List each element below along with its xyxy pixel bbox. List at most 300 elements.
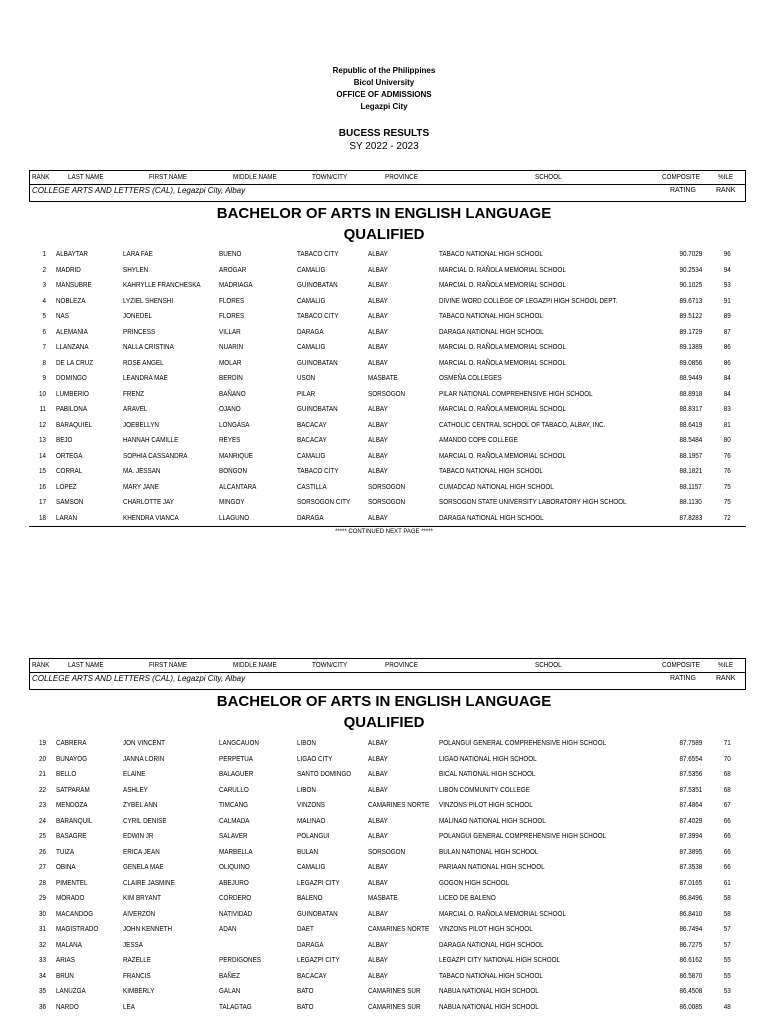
cell-middle: MINGOY: [219, 499, 245, 506]
cell-last: BASAGRE: [56, 833, 87, 840]
cell-middle: OLIQUINO: [219, 864, 250, 871]
cell-middle: CARULLO: [219, 786, 249, 794]
cell-last: MENDOZA: [56, 802, 88, 809]
cell-middle: SALAVER: [219, 833, 248, 840]
table-row: [0, 845, 768, 861]
cell-town: TABACO CITY: [297, 251, 339, 258]
cell-last: PIMENTEL: [56, 879, 88, 887]
table-row: [0, 309, 768, 325]
cell-first: SHYLEN: [123, 266, 149, 274]
cell-first: GENELA MAE: [123, 864, 164, 871]
cell-first: CHARLOTTE JAY: [123, 499, 174, 506]
table-row: [0, 247, 768, 263]
cell-rank: 13: [38, 437, 46, 444]
cell-town: SANTO DOMINGO: [297, 771, 352, 778]
cell-last: ALBAYTAR: [56, 251, 88, 258]
cell-middle: AROGAR: [219, 266, 247, 274]
cell-province: CAMARINES NORTE: [368, 802, 430, 809]
cell-middle: ABEJURO: [219, 879, 249, 887]
cell-rating: 86.4508: [679, 988, 702, 995]
cell-rating: 89.6713: [679, 297, 702, 305]
cell-last: SAMSON: [56, 499, 84, 506]
cell-rank: 5: [42, 313, 46, 320]
cell-rating: 90.2534: [679, 266, 702, 274]
cell-first: ARAVEL: [123, 406, 148, 413]
cell-school: DARAGA NATIONAL HIGH SCHOOL: [439, 328, 544, 336]
cell-province: ALBAY: [368, 864, 388, 871]
cell-rating: 87.0165: [679, 879, 702, 887]
cell-rank: 2: [42, 266, 46, 274]
program-title-1: [0, 203, 768, 245]
cell-rank: 33: [38, 957, 46, 964]
cell-middle: MANRIQUE: [219, 452, 253, 460]
cell-school: BULAN NATIONAL HIGH SCHOOL: [439, 848, 539, 856]
cell-town: CAMALIG: [297, 452, 326, 460]
col-middle-name: MIDDLE NAME: [233, 174, 277, 181]
qualified-label: QUALIFIED: [343, 714, 425, 731]
cell-school: MALINAO NATIONAL HIGH SCHOOL: [439, 817, 546, 825]
cell-last: ORTEGA: [56, 452, 83, 460]
cell-rank: 24: [38, 817, 46, 825]
cell-rating: 87.3538: [679, 864, 702, 871]
cell-town: BACACAY: [297, 972, 327, 980]
cell-town: LIBON: [297, 786, 316, 794]
table-row: [0, 387, 768, 403]
cell-town: USON: [297, 375, 316, 382]
cell-last: MACANDOG: [56, 910, 94, 918]
results-table-1: [0, 247, 768, 526]
cell-school: VINZONS PILOT HIGH SCHOOL: [439, 926, 533, 933]
cell-rating: 87.5351: [679, 786, 702, 794]
col-school: SCHOOL: [535, 662, 562, 669]
cell-first: LARA FAE: [123, 251, 153, 258]
cell-town: BATO: [297, 988, 314, 995]
cell-first: JON VINCENT: [123, 740, 166, 747]
cell-town: GUINOBATAN: [297, 282, 338, 289]
cell-town: SORSOGON CITY: [297, 499, 351, 506]
cell-rating: 87.7589: [679, 740, 702, 747]
cell-rating: 86.8496: [679, 895, 702, 902]
college-label: COLLEGE ARTS AND LETTERS (CAL), Legazpi City, Albay: [32, 674, 246, 683]
table-row: [0, 860, 768, 876]
cell-pct: 61: [723, 879, 731, 887]
cell-school: DARAGA NATIONAL HIGH SCHOOL: [439, 514, 544, 522]
cell-first: HANNAH CAMILLE: [123, 437, 179, 444]
cell-first: KIM BRYANT: [123, 895, 161, 902]
cell-pct: 75: [723, 499, 731, 506]
cell-middle: LLAGUNO: [219, 514, 250, 522]
cell-middle: NUARIN: [219, 344, 244, 351]
cell-middle: BAÑANO: [219, 390, 246, 398]
cell-last: MALANA: [56, 941, 82, 949]
col-town: TOWN/CITY: [312, 174, 348, 181]
cell-town: MALINAO: [297, 817, 326, 825]
cell-town: BATO: [297, 1003, 314, 1011]
cell-town: DAET: [297, 926, 314, 933]
col-last-name: LAST NAME: [68, 662, 104, 669]
cell-pct: 80: [723, 437, 731, 444]
cell-school: MARCIAL O. RAÑOLA MEMORIAL SCHOOL: [439, 282, 566, 289]
cell-province: ALBAY: [368, 344, 388, 351]
header-country: Republic of the Philippines: [332, 66, 436, 75]
cell-first: MA. JESSAN: [123, 468, 161, 475]
cell-province: ALBAY: [368, 468, 388, 475]
cell-rating: 88.8918: [679, 390, 702, 398]
table-end-line-1: [29, 526, 746, 527]
cell-province: MASBATE: [368, 375, 398, 382]
cell-pct: 76: [723, 468, 731, 475]
cell-school: NABUA NATIONAL HIGH SCHOOL: [439, 988, 539, 995]
cell-last: PABILONA: [56, 406, 88, 413]
table-row: [0, 767, 768, 783]
table-row: [0, 876, 768, 892]
cell-last: NAS: [56, 313, 69, 320]
table-row: [0, 294, 768, 310]
cell-rank: 16: [38, 483, 46, 491]
cell-pct: 58: [723, 910, 731, 918]
cell-middle: NATIVIDAD: [219, 910, 253, 918]
cell-rating: 86.0085: [679, 1003, 702, 1011]
cell-province: ALBAY: [368, 359, 388, 367]
cell-rating: 87.6554: [679, 755, 702, 763]
table-row: [0, 325, 768, 341]
cell-town: BULAN: [297, 848, 319, 856]
cell-first: PRINCESS: [123, 328, 156, 336]
cell-middle: PERDIGONES: [219, 957, 262, 964]
table-row: [0, 953, 768, 969]
cell-school: MARCIAL O. RAÑOLA MEMORIAL SCHOOL: [439, 344, 566, 351]
table-row: [0, 829, 768, 845]
cell-school: PARIAAN NATIONAL HIGH SCHOOL: [439, 864, 545, 871]
cell-last: MANSUBRE: [56, 282, 92, 289]
cell-town: CAMALIG: [297, 297, 326, 305]
cell-last: BEJO: [56, 437, 73, 444]
cell-province: ALBAY: [368, 879, 388, 887]
cell-town: TABACO CITY: [297, 313, 339, 320]
cell-school: VINZONS PILOT HIGH SCHOOL: [439, 802, 533, 809]
cell-last: TUIZA: [56, 848, 75, 856]
cell-first: MARY JANE: [123, 483, 159, 491]
cell-middle: LANGCAUON: [219, 740, 259, 747]
cell-province: ALBAY: [368, 297, 388, 305]
table-row: [0, 891, 768, 907]
table-row: [0, 907, 768, 923]
col-first-name: FIRST NAME: [149, 662, 188, 669]
cell-rank: 31: [38, 926, 46, 933]
cell-last: MADRID: [56, 266, 81, 274]
cell-rank: 1: [42, 251, 46, 258]
cell-first: JONEDEL: [123, 313, 153, 320]
cell-province: SORSOGON: [368, 390, 406, 398]
cell-pct: 53: [723, 988, 731, 995]
col-province: PROVINCE: [385, 174, 418, 181]
cell-pct: 94: [723, 266, 731, 274]
cell-middle: MOLAR: [219, 359, 242, 367]
cell-rating: 86.7494: [679, 926, 702, 933]
cell-middle: MADRIAGA: [219, 282, 253, 289]
cell-province: ALBAY: [368, 957, 388, 964]
cell-rank: 4: [42, 297, 46, 305]
cell-town: GUINOBATAN: [297, 359, 338, 367]
cell-first: FRANCIS: [123, 972, 151, 980]
table-row: [0, 938, 768, 954]
cell-province: CAMARINES SUR: [368, 988, 421, 995]
cell-first: RAZELLE: [123, 957, 152, 964]
cell-middle: MARBELLA: [219, 848, 253, 856]
cell-town: BACACAY: [297, 421, 327, 429]
table-row: [0, 814, 768, 830]
cell-school: POLANGUI GENERAL COMPREHENSIVE HIGH SCHOOL: [439, 740, 607, 747]
cell-province: ALBAY: [368, 251, 388, 258]
cell-rating: 89.5122: [679, 313, 702, 320]
cell-rank: 20: [38, 755, 46, 763]
cell-province: SORSOGON: [368, 499, 406, 506]
cell-rank: 36: [38, 1003, 46, 1011]
cell-province: ALBAY: [368, 771, 388, 778]
cell-middle: OJANO: [219, 406, 241, 413]
cell-first: JOEBELLYN: [123, 421, 159, 429]
cell-town: BALENO: [297, 895, 323, 902]
cell-first: LYZIEL SHENSHI: [123, 297, 174, 305]
cell-pct: 70: [723, 755, 731, 763]
cell-town: DARAGA: [297, 941, 324, 949]
col-rating: RATING: [670, 187, 696, 194]
cell-rating: 90.1025: [679, 282, 702, 289]
cell-middle: VILLAR: [219, 328, 241, 336]
cell-pct: 84: [723, 375, 731, 382]
cell-first: CYRIL DENISE: [123, 817, 167, 825]
table-row: [0, 418, 768, 434]
cell-last: SATPARAM: [56, 786, 90, 794]
cell-pct: 67: [723, 802, 731, 809]
cell-town: CAMALIG: [297, 864, 326, 871]
document-header: [0, 65, 768, 113]
cell-rank: 26: [38, 848, 46, 856]
cell-first: KIMBERLY: [123, 988, 155, 995]
cell-school: LIBON COMMUNITY COLLEGE: [439, 786, 530, 794]
cell-rating: 88.6419: [679, 421, 702, 429]
cell-pct: 58: [723, 895, 731, 902]
cell-rank: 9: [42, 375, 46, 382]
cell-last: DE LA CRUZ: [56, 359, 94, 367]
table-row: [0, 371, 768, 387]
cell-last: NARDO: [56, 1003, 79, 1011]
cell-rank: 15: [38, 468, 46, 475]
table-row: [0, 969, 768, 985]
cell-last: CORRAL: [56, 468, 83, 475]
results-table-2: [0, 736, 768, 1015]
cell-last: BARAQUIEL: [56, 421, 93, 429]
cell-rank: 6: [42, 328, 46, 336]
cell-town: VINZONS: [297, 802, 326, 809]
cell-pct: 57: [723, 941, 731, 949]
cell-first: ZYBEL ANN: [123, 802, 158, 809]
cell-rank: 11: [39, 406, 46, 413]
cell-school: TABACO NATIONAL HIGH SCHOOL: [439, 251, 543, 258]
table-row: [0, 356, 768, 372]
table-row: [0, 340, 768, 356]
cell-middle: BAÑEZ: [219, 972, 241, 980]
cell-rank: 8: [42, 359, 46, 367]
cell-rank: 17: [38, 499, 46, 506]
cell-pct: 81: [723, 421, 731, 429]
cell-school: OSMEÑA COLLEGES: [439, 375, 502, 382]
table-row: [0, 433, 768, 449]
table-row: [0, 1000, 768, 1016]
cell-school: POLANGUI GENERAL COMPREHENSIVE HIGH SCHOOL: [439, 833, 607, 840]
cell-first: JESSA: [123, 941, 143, 949]
cell-middle: BALAGUER: [219, 771, 254, 778]
cell-pct: 86: [723, 344, 731, 351]
cell-province: ALBAY: [368, 786, 388, 794]
cell-town: CAMALIG: [297, 344, 326, 351]
cell-rank: 27: [38, 864, 46, 871]
cell-pct: 55: [723, 972, 731, 980]
cell-rating: 88.1821: [679, 468, 702, 475]
cell-last: LUMBERIO: [56, 390, 89, 398]
cell-province: CAMARINES SUR: [368, 1003, 421, 1011]
cell-school: MARCIAL O. RAÑOLA MEMORIAL SCHOOL: [439, 266, 566, 274]
cell-rating: 88.5484: [679, 437, 702, 444]
cell-province: ALBAY: [368, 406, 388, 413]
cell-rating: 86.5870: [679, 972, 702, 980]
cell-rating: 88.9449: [679, 375, 702, 382]
cell-town: CAMALIG: [297, 266, 326, 274]
col-middle-name: MIDDLE NAME: [233, 662, 277, 669]
col-pct-rank: RANK: [716, 675, 736, 682]
col-town: TOWN/CITY: [312, 662, 348, 669]
cell-rating: 90.7029: [679, 251, 702, 258]
cell-first: EDWIN JR: [123, 833, 154, 840]
cell-middle: BONGON: [219, 468, 248, 475]
cell-middle: TIMCANG: [219, 802, 249, 809]
cell-pct: 89: [723, 313, 731, 320]
cell-town: GUINOBATAN: [297, 406, 338, 413]
cell-first: ASHLEY: [123, 786, 148, 794]
table-row: [0, 984, 768, 1000]
cell-town: LIGAO CITY: [297, 755, 333, 763]
cell-last: LLANZANA: [56, 344, 89, 351]
cell-town: PILAR: [297, 390, 316, 398]
cell-school: MARCIAL O. RAÑOLA MEMORIAL SCHOOL: [439, 910, 566, 918]
cell-pct: 55: [723, 957, 731, 964]
cell-rating: 87.3895: [679, 848, 702, 856]
cell-middle: GALAN: [219, 988, 241, 995]
cell-pct: 68: [723, 786, 731, 794]
program-title-2: [0, 691, 768, 733]
cell-town: POLANGUI: [297, 833, 330, 840]
cell-school: TABACO NATIONAL HIGH SCHOOL: [439, 468, 543, 475]
cell-school: PILAR NATIONAL COMPREHENSIVE HIGH SCHOOL: [439, 390, 593, 398]
cell-province: ALBAY: [368, 514, 388, 522]
cell-pct: 83: [723, 406, 731, 413]
table-header-2: [29, 658, 746, 690]
cell-rank: 32: [38, 941, 46, 949]
cell-pct: 48: [723, 1003, 731, 1011]
cell-pct: 72: [723, 514, 731, 522]
cell-province: ALBAY: [368, 817, 388, 825]
cell-pct: 66: [723, 848, 731, 856]
cell-town: LEGAZPI CITY: [297, 879, 340, 887]
cell-pct: 76: [723, 452, 731, 460]
cell-province: CAMARINES NORTE: [368, 926, 430, 933]
col-composite: COMPOSITE: [662, 174, 700, 181]
cell-middle: BERDIN: [219, 375, 243, 382]
cell-last: BUNAYOG: [56, 755, 88, 763]
cell-town: DARAGA: [297, 328, 324, 336]
cell-middle: CALMADA: [219, 817, 250, 825]
cell-school: CUMADCAD NATIONAL HIGH SCHOOL: [439, 483, 554, 491]
cell-rating: 86.7275: [679, 941, 702, 949]
cell-rating: 87.4029: [679, 817, 702, 825]
cell-rank: 28: [38, 879, 46, 887]
cell-last: LOPEZ: [56, 483, 77, 491]
cell-school: GOGON HIGH SCHOOL: [439, 879, 510, 887]
cell-last: BARANQUIL: [56, 817, 93, 825]
cell-rank: 18: [38, 514, 46, 522]
header-office: OFFICE OF ADMISSIONS: [336, 90, 432, 99]
cell-town: LEGAZPI CITY: [297, 957, 340, 964]
table-header-1: [29, 170, 746, 202]
cell-town: LIBON: [297, 740, 316, 747]
table-row: [0, 495, 768, 511]
cell-middle: REYES: [219, 437, 241, 444]
cell-rating: 86.8410: [679, 910, 702, 918]
col-rank: RANK: [32, 662, 50, 669]
cell-first: SOPHIA CASSANDRA: [123, 452, 188, 460]
cell-province: MASBATE: [368, 895, 398, 902]
cell-last: DOMINGO: [56, 375, 87, 382]
col-rank: RANK: [32, 174, 50, 181]
report-title: BUCESS RESULTS: [338, 128, 430, 139]
college-label: COLLEGE ARTS AND LETTERS (CAL), Legazpi City, Albay: [32, 186, 246, 195]
cell-last: OBINA: [56, 864, 76, 871]
cell-first: NALLA CRISTINA: [123, 344, 174, 351]
cell-pct: 68: [723, 771, 731, 778]
cell-pct: 66: [723, 817, 731, 825]
header-university: Bicol University: [353, 78, 415, 87]
cell-first: LEANDRA MAE: [123, 375, 168, 382]
col-school: SCHOOL: [535, 174, 562, 181]
cell-rating: 88.1957: [679, 452, 702, 460]
cell-last: MORADO: [56, 895, 85, 902]
col-province: PROVINCE: [385, 662, 418, 669]
program-name: BACHELOR OF ARTS IN ENGLISH LANGUAGE: [216, 693, 552, 710]
cell-rating: 87.5356: [679, 771, 702, 778]
cell-province: ALBAY: [368, 910, 388, 918]
table-row: [0, 798, 768, 814]
cell-middle: FLORES: [219, 313, 245, 320]
table-row: [0, 464, 768, 480]
cell-province: ALBAY: [368, 437, 388, 444]
cell-rank: 35: [38, 988, 46, 995]
cell-rank: 19: [38, 740, 46, 747]
cell-province: ALBAY: [368, 740, 388, 747]
cell-middle: FLORES: [219, 297, 245, 305]
col-last-name: LAST NAME: [68, 174, 104, 181]
table-row: [0, 402, 768, 418]
cell-first: LEA: [123, 1003, 135, 1011]
cell-school: DARAGA NATIONAL HIGH SCHOOL: [439, 941, 544, 949]
cell-pct: 66: [723, 833, 731, 840]
cell-town: BACACAY: [297, 437, 327, 444]
cell-rank: 3: [42, 282, 46, 289]
cell-school: TABACO NATIONAL HIGH SCHOOL: [439, 972, 543, 980]
cell-first: JOHN KENNETH: [123, 926, 173, 933]
cell-pct: 93: [723, 282, 731, 289]
cell-province: SORSOGON: [368, 848, 406, 856]
col-pct-rank: RANK: [716, 187, 736, 194]
